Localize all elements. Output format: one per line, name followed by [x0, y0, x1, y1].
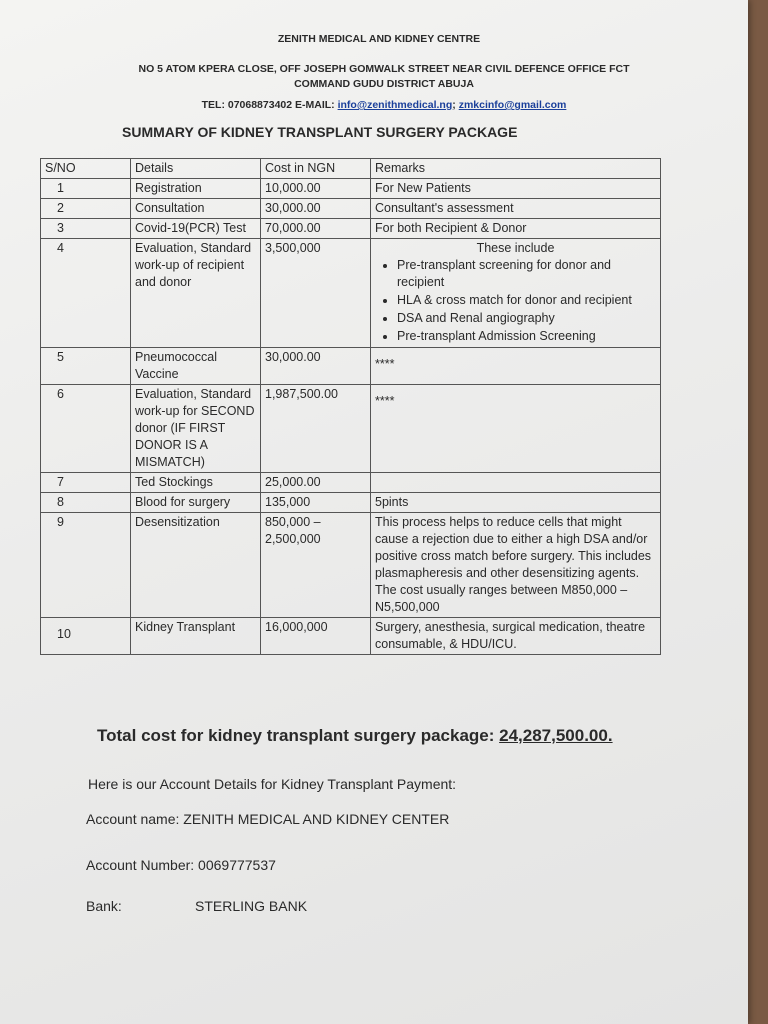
row-remarks: ****: [371, 348, 661, 385]
address-line-2: COMMAND GUDU DISTRICT ABUJA: [294, 78, 474, 90]
row-sno: 8: [41, 493, 131, 513]
email-link-2[interactable]: zmkcinfo@gmail.com: [458, 99, 567, 111]
row-cost: 16,000,000: [261, 618, 371, 655]
row-cost: 135,000: [261, 493, 371, 513]
table-row: [41, 239, 661, 348]
row-remarks: For both Recipient & Donor: [371, 219, 661, 239]
row-remarks: This process helps to reduce cells that might cause a rejection due to either a high DSA and/or positive cross match before surgery. This includes plasmapheresis and other desensitizing agents. The cost usually ranges between M850,000 – N5,500,000: [371, 513, 661, 618]
account-name: Account name: ZENITH MEDICAL AND KIDNEY CENTER: [86, 811, 450, 827]
row-details: Kidney Transplant: [131, 618, 261, 655]
total-cost: [97, 726, 613, 746]
row-details: Covid-19(PCR) Test: [131, 219, 261, 239]
list-item: • Pre-transplant screening for donor and recipient: [397, 257, 656, 291]
header-sno: S/NO: [41, 159, 131, 179]
row-remarks: [371, 473, 661, 493]
table-row: [41, 219, 661, 239]
remarks-bullet-list: [375, 257, 656, 345]
list-item: • Pre-transplant Admission Screening: [397, 328, 656, 345]
header-cost: Cost in NGN: [261, 159, 371, 179]
row-cost: 850,000 – 2,500,000: [261, 513, 371, 618]
row-details: Pneumococcal Vaccine: [131, 348, 261, 385]
row-remarks: [371, 239, 661, 348]
row-details: Ted Stockings: [131, 473, 261, 493]
row-sno: 7: [41, 473, 131, 493]
row-remarks: Surgery, anesthesia, surgical medication, theatre consumable, & HDU/ICU.: [371, 618, 661, 655]
tel-label: TEL: 07068873402 E-MAIL:: [201, 99, 338, 111]
row-details: Consultation: [131, 199, 261, 219]
row-cost: 30,000.00: [261, 348, 371, 385]
row-cost: 25,000.00: [261, 473, 371, 493]
row-sno: 3: [41, 219, 131, 239]
bank-name: STERLING BANK: [195, 898, 308, 914]
email-separator: ;: [452, 99, 459, 111]
table-row: [41, 618, 661, 655]
row-remarks: Consultant's assessment: [371, 199, 661, 219]
row-sno: 9: [41, 513, 131, 618]
row-sno: 5: [41, 348, 131, 385]
package-table: [40, 158, 661, 655]
row-remarks: 5pints: [371, 493, 661, 513]
account-number: Account Number: 0069777537: [86, 857, 276, 873]
row-sno: 6: [41, 385, 131, 473]
address-line-1: NO 5 ATOM KPERA CLOSE, OFF JOSEPH GOMWALK STREET NEAR CIVIL DEFENCE OFFICE FCT: [138, 63, 630, 75]
row-sno: 4: [41, 239, 131, 348]
row-details: Evaluation, Standard work-up for SECOND donor (IF FIRST DONOR IS A MISMATCH): [131, 385, 261, 473]
clinic-name: ZENITH MEDICAL AND KIDNEY CENTRE: [277, 33, 481, 45]
page-title: SUMMARY OF KIDNEY TRANSPLANT SURGERY PACKAGE: [122, 124, 518, 140]
row-details: Blood for surgery: [131, 493, 261, 513]
table-row: [41, 179, 661, 199]
row-cost: 70,000.00: [261, 219, 371, 239]
row-details: Desensitization: [131, 513, 261, 618]
table-row: [41, 513, 661, 618]
table-row: [41, 385, 661, 473]
table-row: [41, 348, 661, 385]
row-cost: 10,000.00: [261, 179, 371, 199]
table-row: [41, 473, 661, 493]
row-cost: 1,987,500.00: [261, 385, 371, 473]
total-label: Total cost for kidney transplant surgery package:: [97, 726, 500, 745]
bank-label: Bank:: [86, 898, 122, 914]
row-details: Evaluation, Standard work-up of recipient and donor: [131, 239, 261, 348]
total-amount: 24,287,500.00.: [499, 726, 613, 745]
email-link-1[interactable]: info@zenithmedical.ng: [337, 99, 453, 111]
table-row: [41, 199, 661, 219]
account-intro: Here is our Account Details for Kidney Transplant Payment:: [88, 776, 457, 792]
clinic-address: [10, 62, 758, 92]
row-details: Registration: [131, 179, 261, 199]
contact-line: [10, 99, 758, 111]
row-sno: 10: [41, 618, 131, 655]
list-item: • DSA and Renal angiography: [397, 310, 656, 327]
table-header-row: [41, 159, 661, 179]
header-details: Details: [131, 159, 261, 179]
header-remarks: Remarks: [371, 159, 661, 179]
row-sno: 2: [41, 199, 131, 219]
row-remarks: For New Patients: [371, 179, 661, 199]
row-remarks: ****: [371, 385, 661, 473]
table-row: [41, 493, 661, 513]
row-cost: 3,500,000: [261, 239, 371, 348]
remarks-intro: These include: [476, 241, 555, 255]
row-sno: 1: [41, 179, 131, 199]
row-cost: 30,000.00: [261, 199, 371, 219]
list-item: • HLA & cross match for donor and recipient: [397, 292, 656, 309]
